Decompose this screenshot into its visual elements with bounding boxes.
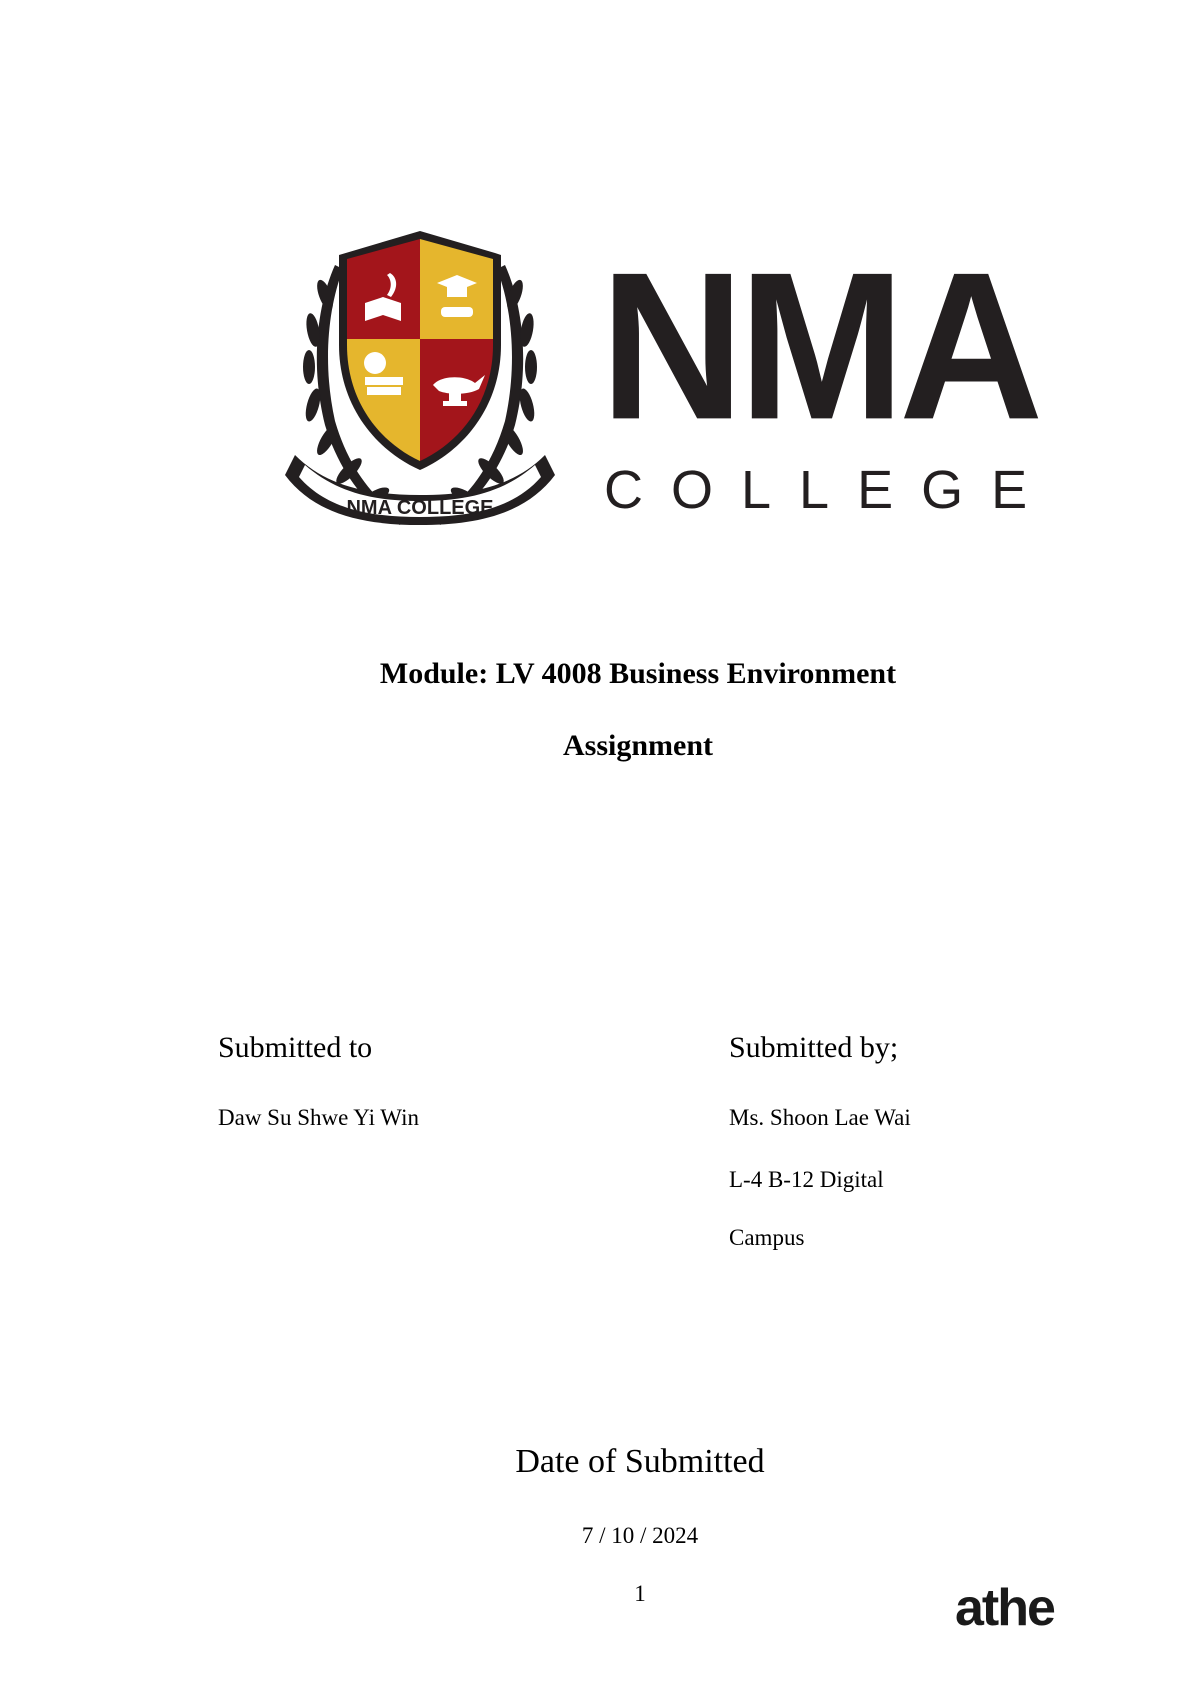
wordmark-college: COLLEGE <box>604 460 1056 520</box>
college-crest-icon <box>265 225 575 545</box>
submitted-to-heading: Submitted to <box>218 1031 373 1064</box>
date-heading: Date of Submitted <box>515 1443 765 1480</box>
submitted-to-name: Daw Su Shwe Yi Win <box>218 1105 419 1130</box>
page-number: 1 <box>634 1581 646 1606</box>
assignment-title: Assignment <box>562 729 713 762</box>
submitted-by-class: L-4 B-12 Digital <box>729 1167 884 1192</box>
submitted-by-name: Ms. Shoon Lae Wai <box>729 1105 911 1130</box>
date-value: 7 / 10 / 2024 <box>581 1523 699 1548</box>
wordmark-nma: NMA <box>600 229 1038 464</box>
submitted-by-campus: Campus <box>729 1225 805 1250</box>
nma-wordmark <box>600 229 1056 520</box>
athe-logo: athe <box>955 1579 1054 1637</box>
nma-college-logo <box>265 225 1056 555</box>
submitted-by-heading: Submitted by; <box>729 1031 899 1064</box>
module-title: Module: LV 4008 Business Environment <box>379 657 897 690</box>
crest-ribbon-text: NMA COLLEGE <box>346 497 494 519</box>
